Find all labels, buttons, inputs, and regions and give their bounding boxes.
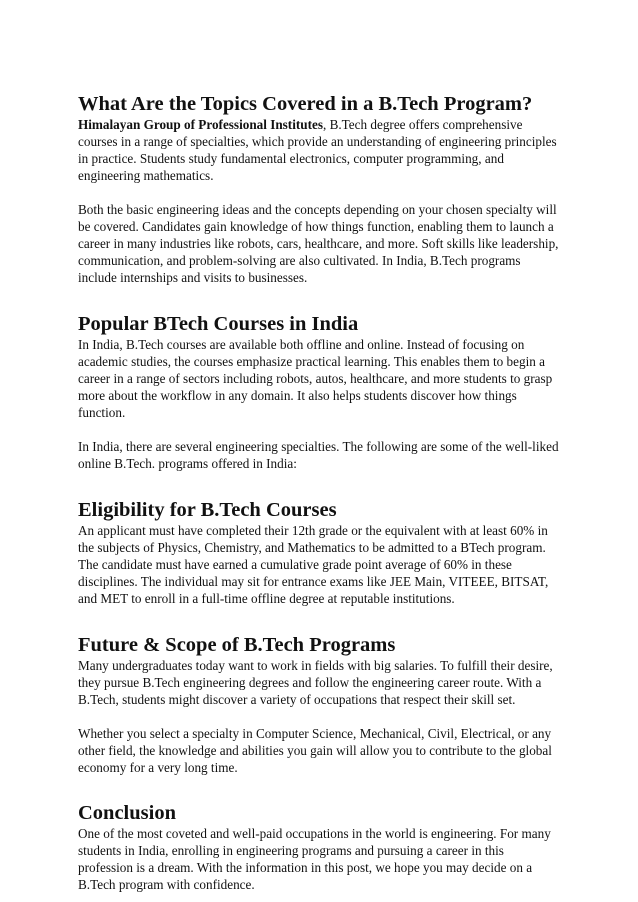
institute-name: Himalayan Group of Professional Institutes (78, 117, 323, 132)
section-heading: Conclusion (78, 802, 176, 824)
section-heading: Future & Scope of B.Tech Programs (78, 634, 396, 656)
section-heading: Eligibility for B.Tech Courses (78, 499, 337, 521)
section-eligibility (78, 498, 562, 607)
section-paragraph: Many undergraduates today want to work in fields with big salaries. To fulfill their desire, they pursue B.Tech engineering degrees and follow the engineering career route. With a B.Tech, students might discover a variety of occupations that respect their skill set. (78, 658, 553, 707)
document-page (78, 92, 562, 893)
section-paragraph: Whether you select a specialty in Computer Science, Mechanical, Civil, Electrical, or any other field, the knowledge and abilities you gain will allow you to contribute to the global economy for a very long time. (78, 726, 552, 775)
section-heading: Popular BTech Courses in India (78, 313, 359, 335)
section-paragraph: In India, there are several engineering specialties. The following are some of the well-liked online B.Tech. programs offered in India: (78, 439, 559, 471)
section-paragraph: In India, B.Tech courses are available both offline and online. Instead of focusing on academic studies, the courses emphasize practical learning. This enables them to begin a career in a range of sectors including robots, autos, healthcare, and more students to grasp more about the workflow in any domain. It also helps students discover how things function. (78, 337, 553, 420)
section-paragraph: An applicant must have completed their 12th grade or the equivalent with at least 60% in the subjects of Physics, Chemistry, and Mathematics to be admitted to a BTech program. The candidate must have earned a cumulative grade point average of 60% in these disciplines. The individual may sit for entrance exams like JEE Main, VITEEE, BITSAT, and MET to enroll in a full-time offline degree at reputable institutions. (78, 523, 549, 606)
paragraph-text: , B.Tech degree offers comprehensive courses in a range of specialties, which provide an understanding of engineering principles in practice. Students study fundamental electronics, computer programming, and engineering mathematics. (78, 117, 557, 183)
section-popular-courses (78, 312, 562, 472)
section-paragraph (78, 116, 562, 184)
section-conclusion (78, 801, 562, 893)
section-paragraph: Both the basic engineering ideas and the concepts depending on your chosen specialty will be covered. Candidates gain knowledge of how things function, enabling them to launch a career in many industries like robots, cars, healthcare, and more. Soft skills like leadership, communication, and problem-solving are also cultivated. In India, B.Tech programs include internships and visits to businesses. (78, 202, 559, 285)
section-topics (78, 92, 562, 286)
section-heading: What Are the Topics Covered in a B.Tech Program? (78, 93, 533, 115)
section-paragraph: One of the most coveted and well-paid occupations in the world is engineering. For many students in India, enrolling in engineering programs and pursuing a career in this profession is a dream. With the information in this post, we hope you may decide on a B.Tech program with confidence. (78, 826, 551, 892)
section-future-scope (78, 633, 562, 776)
